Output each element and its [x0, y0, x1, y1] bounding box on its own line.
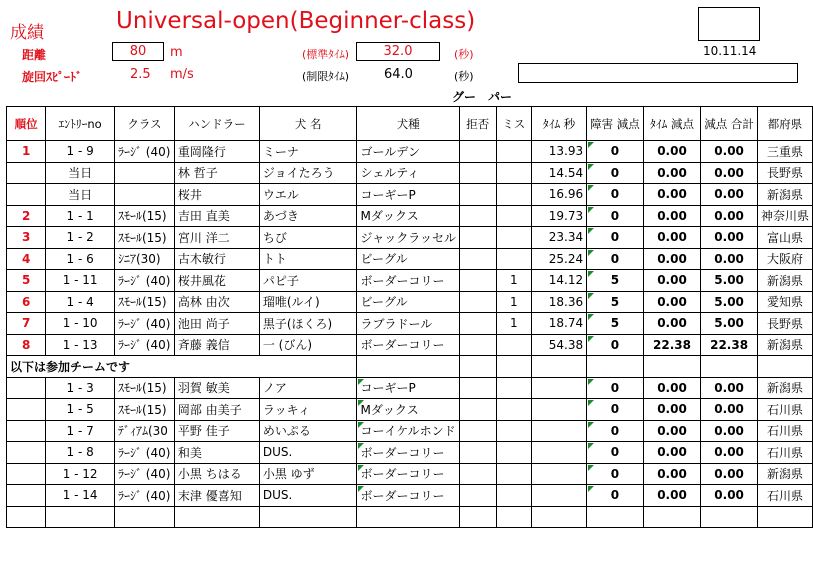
miss-cell[interactable]: [496, 205, 532, 227]
refusal-cell[interactable]: [460, 420, 497, 442]
refusal-cell[interactable]: [460, 227, 497, 249]
handler-cell[interactable]: 末津 優喜知: [174, 485, 259, 507]
time-cell[interactable]: 14.54: [532, 162, 587, 184]
breed-cell[interactable]: ジャックラッセル: [357, 227, 460, 249]
entry-cell[interactable]: 1 - 1: [46, 205, 115, 227]
total-penalty-cell[interactable]: 0.00: [701, 420, 758, 442]
prefecture-cell[interactable]: 石川県: [757, 420, 812, 442]
breed-cell[interactable]: ラブラドール: [357, 313, 460, 335]
class-cell[interactable]: ﾗｰｼﾞ (40): [114, 270, 174, 292]
total-penalty-cell[interactable]: 0.00: [701, 184, 758, 206]
prefecture-cell[interactable]: 三重県: [757, 141, 812, 163]
refusal-cell[interactable]: [460, 485, 497, 507]
empty-cell[interactable]: [532, 506, 587, 528]
class-cell[interactable]: ｽﾓｰﾙ(15): [114, 377, 174, 399]
refusal-cell[interactable]: [460, 399, 497, 421]
class-cell[interactable]: ｽﾓｰﾙ(15): [114, 205, 174, 227]
breed-cell[interactable]: Mダックス: [357, 205, 460, 227]
time-cell[interactable]: 16.96: [532, 184, 587, 206]
total-penalty-cell[interactable]: 5.00: [701, 291, 758, 313]
obstacle-penalty-cell[interactable]: 0: [587, 377, 644, 399]
group-label: グー パー: [452, 90, 513, 104]
time-penalty-cell[interactable]: 0.00: [643, 399, 701, 421]
col-breed-header: 犬種: [357, 107, 460, 141]
empty-cell[interactable]: [643, 356, 701, 378]
table-row: [7, 184, 813, 206]
entry-cell[interactable]: 1 - 5: [46, 399, 115, 421]
rank-cell[interactable]: [7, 184, 46, 206]
class-cell[interactable]: [114, 184, 174, 206]
entry-cell[interactable]: 1 - 12: [46, 463, 115, 485]
refusal-cell[interactable]: [460, 205, 497, 227]
empty-table-row: [7, 506, 813, 528]
time-cell[interactable]: 18.74: [532, 313, 587, 335]
empty-cell[interactable]: [587, 356, 644, 378]
class-cell[interactable]: [114, 162, 174, 184]
obstacle-penalty-cell[interactable]: 5: [587, 270, 644, 292]
empty-cell[interactable]: [496, 356, 532, 378]
handler-cell[interactable]: 羽賀 敏美: [174, 377, 259, 399]
entry-cell[interactable]: 1 - 11: [46, 270, 115, 292]
total-penalty-cell[interactable]: 0.00: [701, 162, 758, 184]
breed-cell[interactable]: ゴールデン: [357, 141, 460, 163]
prefecture-cell[interactable]: 新潟県: [757, 334, 812, 356]
empty-cell[interactable]: [701, 506, 758, 528]
obstacle-penalty-cell[interactable]: 0: [587, 420, 644, 442]
col-total-penalty-header: 減点 合計: [701, 107, 758, 141]
rank-cell[interactable]: 1: [7, 141, 46, 163]
time-penalty-cell[interactable]: 0.00: [643, 420, 701, 442]
limit-time-value: 64.0: [384, 67, 413, 82]
std-time-unit: (秒): [454, 48, 474, 61]
time-penalty-cell[interactable]: 0.00: [643, 227, 701, 249]
refusal-cell[interactable]: [460, 162, 497, 184]
handler-cell[interactable]: 斉藤 義信: [174, 334, 259, 356]
miss-cell[interactable]: [496, 399, 532, 421]
dog-cell[interactable]: DUS.: [259, 442, 357, 464]
col-miss-header: ミス: [496, 107, 532, 141]
entry-cell[interactable]: 1 - 14: [46, 485, 115, 507]
empty-cell[interactable]: [757, 506, 812, 528]
time-penalty-cell[interactable]: 0.00: [643, 313, 701, 335]
breed-cell[interactable]: コーイケルホンド: [357, 420, 460, 442]
table-row: [7, 485, 813, 507]
speed-unit: m/s: [170, 67, 194, 82]
time-penalty-cell[interactable]: 0.00: [643, 377, 701, 399]
total-penalty-cell[interactable]: 5.00: [701, 270, 758, 292]
note-box[interactable]: [518, 63, 798, 83]
handler-cell[interactable]: 吉田 直美: [174, 205, 259, 227]
time-cell[interactable]: [532, 485, 587, 507]
refusal-cell[interactable]: [460, 141, 497, 163]
time-cell[interactable]: [532, 463, 587, 485]
col-refusal-header: 拒否: [460, 107, 497, 141]
miss-cell[interactable]: [496, 184, 532, 206]
prefecture-cell[interactable]: 富山県: [757, 227, 812, 249]
time-cell[interactable]: [532, 377, 587, 399]
table-row: [7, 162, 813, 184]
dog-cell[interactable]: DUS.: [259, 485, 357, 507]
refusal-cell[interactable]: [460, 184, 497, 206]
time-penalty-cell[interactable]: 0.00: [643, 184, 701, 206]
date-label: 10.11.14: [703, 44, 757, 58]
time-penalty-cell[interactable]: 0.00: [643, 248, 701, 270]
handler-cell[interactable]: 桜井: [174, 184, 259, 206]
total-penalty-cell[interactable]: 0.00: [701, 399, 758, 421]
handler-cell[interactable]: 宮川 洋二: [174, 227, 259, 249]
speed-value: 2.5: [130, 67, 151, 82]
dog-cell[interactable]: 黒子(ほくろ): [259, 313, 357, 335]
handler-cell[interactable]: 古木敏行: [174, 248, 259, 270]
event-title: Universal-open(Beginner-class): [116, 8, 476, 34]
std-time-value: 32.0: [383, 44, 413, 59]
prefecture-cell[interactable]: 長野県: [757, 162, 812, 184]
entry-cell[interactable]: 1 - 2: [46, 227, 115, 249]
refusal-cell[interactable]: [460, 377, 497, 399]
time-penalty-cell[interactable]: 22.38: [643, 334, 701, 356]
table-row: [7, 248, 813, 270]
table-row: [7, 227, 813, 249]
prefecture-cell[interactable]: 新潟県: [757, 270, 812, 292]
miss-cell[interactable]: [496, 141, 532, 163]
entry-cell[interactable]: 1 - 6: [46, 248, 115, 270]
total-penalty-cell[interactable]: 0.00: [701, 442, 758, 464]
dog-cell[interactable]: 瑠唯(ルイ): [259, 291, 357, 313]
breed-cell[interactable]: ビーグル: [357, 291, 460, 313]
breed-cell[interactable]: Mダックス: [357, 399, 460, 421]
entry-cell[interactable]: 1 - 9: [46, 141, 115, 163]
rank-cell[interactable]: 8: [7, 334, 46, 356]
table-row: [7, 442, 813, 464]
empty-cell[interactable]: [114, 506, 174, 528]
class-cell[interactable]: ﾗｰｼﾞ (40): [114, 334, 174, 356]
empty-cell[interactable]: [643, 506, 701, 528]
rank-cell[interactable]: [7, 485, 46, 507]
breed-cell[interactable]: ビーグル: [357, 248, 460, 270]
entry-cell[interactable]: 1 - 4: [46, 291, 115, 313]
results-label: 成績: [10, 23, 44, 43]
dog-cell[interactable]: ミーナ: [259, 141, 357, 163]
time-cell[interactable]: 18.36: [532, 291, 587, 313]
miss-cell[interactable]: 1: [496, 291, 532, 313]
obstacle-penalty-cell[interactable]: 0: [587, 184, 644, 206]
table-row: [7, 420, 813, 442]
empty-cell[interactable]: [587, 506, 644, 528]
class-cell[interactable]: ﾗｰｼﾞ (40): [114, 141, 174, 163]
time-penalty-cell[interactable]: 0.00: [643, 442, 701, 464]
time-cell[interactable]: 19.73: [532, 205, 587, 227]
empty-cell[interactable]: [174, 506, 259, 528]
obstacle-penalty-cell[interactable]: 0: [587, 205, 644, 227]
empty-cell[interactable]: [357, 356, 460, 378]
class-cell[interactable]: ﾃﾞｨｱﾑ(30: [114, 420, 174, 442]
time-cell[interactable]: [532, 442, 587, 464]
prefecture-cell[interactable]: 神奈川県: [757, 205, 812, 227]
refusal-cell[interactable]: [460, 313, 497, 335]
rank-cell[interactable]: 6: [7, 291, 46, 313]
limit-time-label: (制限ﾀｲﾑ): [302, 70, 350, 83]
col-obstacle-penalty-header: 障害 減点: [587, 107, 644, 141]
rank-cell[interactable]: 3: [7, 227, 46, 249]
handler-cell[interactable]: 高林 由次: [174, 291, 259, 313]
total-penalty-cell[interactable]: 0.00: [701, 463, 758, 485]
dog-cell[interactable]: 小黒 ゆず: [259, 463, 357, 485]
time-penalty-cell[interactable]: 0.00: [643, 141, 701, 163]
dog-cell[interactable]: めいぷる: [259, 420, 357, 442]
rank-cell[interactable]: [7, 442, 46, 464]
rank-cell[interactable]: [7, 399, 46, 421]
refusal-cell[interactable]: [460, 334, 497, 356]
miss-cell[interactable]: [496, 334, 532, 356]
total-penalty-cell[interactable]: 0.00: [701, 205, 758, 227]
dog-cell[interactable]: パピ子: [259, 270, 357, 292]
limit-time-unit: (秒): [454, 70, 474, 83]
miss-cell[interactable]: [496, 227, 532, 249]
empty-cell[interactable]: [259, 506, 357, 528]
handler-cell[interactable]: 岡部 由美子: [174, 399, 259, 421]
total-penalty-cell[interactable]: 0.00: [701, 141, 758, 163]
prefecture-cell[interactable]: 大阪府: [757, 248, 812, 270]
col-class-header: クラス: [114, 107, 174, 141]
speed-label: 旋回ｽﾋﾟｰﾄﾞ: [22, 70, 83, 84]
time-penalty-cell[interactable]: 0.00: [643, 270, 701, 292]
col-rank-header: 順位: [7, 107, 46, 141]
time-penalty-cell[interactable]: 0.00: [643, 205, 701, 227]
entry-cell[interactable]: 1 - 3: [46, 377, 115, 399]
entry-cell[interactable]: 1 - 7: [46, 420, 115, 442]
obstacle-penalty-cell[interactable]: 0: [587, 334, 644, 356]
table-row: [7, 399, 813, 421]
rank-cell[interactable]: [7, 420, 46, 442]
empty-cell[interactable]: [701, 356, 758, 378]
handler-cell[interactable]: 重岡隆行: [174, 141, 259, 163]
empty-cell[interactable]: [460, 356, 497, 378]
refusal-cell[interactable]: [460, 442, 497, 464]
obstacle-penalty-cell[interactable]: 5: [587, 313, 644, 335]
table-row: [7, 291, 813, 313]
dog-cell[interactable]: ジョイたろう: [259, 162, 357, 184]
obstacle-penalty-cell[interactable]: 0: [587, 141, 644, 163]
table-header-row: [7, 107, 813, 141]
total-penalty-cell[interactable]: 5.00: [701, 313, 758, 335]
table-row: [7, 334, 813, 356]
table-row: [7, 205, 813, 227]
table-row: [7, 313, 813, 335]
entry-cell[interactable]: 当日: [46, 184, 115, 206]
handler-cell[interactable]: 平野 佳子: [174, 420, 259, 442]
col-time-penalty-header: ﾀｲﾑ 減点: [643, 107, 701, 141]
col-entry-header: ｴﾝﾄﾘｰno: [46, 107, 115, 141]
results-table: [6, 106, 813, 528]
prefecture-cell[interactable]: 石川県: [757, 442, 812, 464]
col-handler-header: ハンドラー: [174, 107, 259, 141]
table-row: [7, 463, 813, 485]
breed-cell[interactable]: ボーダーコリー: [357, 442, 460, 464]
time-penalty-cell[interactable]: 0.00: [643, 463, 701, 485]
total-penalty-cell[interactable]: 0.00: [701, 227, 758, 249]
col-dog-header: 犬 名: [259, 107, 357, 141]
table-row: [7, 377, 813, 399]
miss-cell[interactable]: [496, 420, 532, 442]
dog-cell[interactable]: 一 (びん): [259, 334, 357, 356]
handler-cell[interactable]: 桜井風花: [174, 270, 259, 292]
miss-cell[interactable]: 1: [496, 313, 532, 335]
empty-cell[interactable]: [46, 506, 115, 528]
time-cell[interactable]: 25.24: [532, 248, 587, 270]
miss-cell[interactable]: [496, 463, 532, 485]
obstacle-penalty-cell[interactable]: 0: [587, 442, 644, 464]
prefecture-cell[interactable]: 新潟県: [757, 463, 812, 485]
rank-cell[interactable]: 5: [7, 270, 46, 292]
distance-unit: m: [170, 45, 183, 60]
participants-label: 以下は参加チームです: [7, 356, 357, 378]
top-right-blank-box[interactable]: [698, 7, 760, 41]
prefecture-cell[interactable]: 新潟県: [757, 377, 812, 399]
breed-cell[interactable]: ボーダーコリー: [357, 485, 460, 507]
prefecture-cell[interactable]: 石川県: [757, 485, 812, 507]
class-cell[interactable]: ｼﾆｱ(30): [114, 248, 174, 270]
rank-cell[interactable]: 7: [7, 313, 46, 335]
entry-cell[interactable]: 1 - 8: [46, 442, 115, 464]
refusal-cell[interactable]: [460, 291, 497, 313]
col-time-header: ﾀｲﾑ 秒: [532, 107, 587, 141]
dog-cell[interactable]: あづき: [259, 205, 357, 227]
empty-cell[interactable]: [532, 356, 587, 378]
miss-cell[interactable]: [496, 377, 532, 399]
time-cell[interactable]: 13.93: [532, 141, 587, 163]
breed-cell[interactable]: シェルティ: [357, 162, 460, 184]
class-cell[interactable]: ﾗｰｼﾞ (40): [114, 442, 174, 464]
breed-cell[interactable]: コーギーP: [357, 184, 460, 206]
prefecture-cell[interactable]: 愛知県: [757, 291, 812, 313]
rank-cell[interactable]: [7, 162, 46, 184]
std-time-label: (標準ﾀｲﾑ): [302, 48, 350, 61]
total-penalty-cell[interactable]: 0.00: [701, 377, 758, 399]
rank-cell[interactable]: 4: [7, 248, 46, 270]
obstacle-penalty-cell[interactable]: 0: [587, 162, 644, 184]
dog-cell[interactable]: ちび: [259, 227, 357, 249]
miss-cell[interactable]: [496, 485, 532, 507]
distance-value: 80: [129, 44, 147, 59]
miss-cell[interactable]: [496, 248, 532, 270]
obstacle-penalty-cell[interactable]: 0: [587, 399, 644, 421]
rank-cell[interactable]: [7, 463, 46, 485]
time-penalty-cell[interactable]: 0.00: [643, 291, 701, 313]
class-cell[interactable]: ｽﾓｰﾙ(15): [114, 291, 174, 313]
dog-cell[interactable]: トト: [259, 248, 357, 270]
miss-cell[interactable]: [496, 162, 532, 184]
dog-cell[interactable]: ノア: [259, 377, 357, 399]
empty-cell[interactable]: [7, 506, 46, 528]
class-cell[interactable]: ﾗｰｼﾞ (40): [114, 463, 174, 485]
handler-cell[interactable]: 林 哲子: [174, 162, 259, 184]
dog-cell[interactable]: ラッキィ: [259, 399, 357, 421]
table-row: [7, 141, 813, 163]
miss-cell[interactable]: 1: [496, 270, 532, 292]
prefecture-cell[interactable]: 石川県: [757, 399, 812, 421]
obstacle-penalty-cell[interactable]: 0: [587, 227, 644, 249]
table-row: [7, 270, 813, 292]
entry-cell[interactable]: 1 - 10: [46, 313, 115, 335]
total-penalty-cell[interactable]: 22.38: [701, 334, 758, 356]
obstacle-penalty-cell[interactable]: 0: [587, 485, 644, 507]
obstacle-penalty-cell[interactable]: 0: [587, 248, 644, 270]
breed-cell[interactable]: ボーダーコリー: [357, 463, 460, 485]
time-cell[interactable]: [532, 420, 587, 442]
handler-cell[interactable]: 小黒 ちはる: [174, 463, 259, 485]
class-cell[interactable]: ｽﾓｰﾙ(15): [114, 227, 174, 249]
breed-cell[interactable]: コーギーP: [357, 377, 460, 399]
breed-cell[interactable]: ボーダーコリー: [357, 334, 460, 356]
refusal-cell[interactable]: [460, 270, 497, 292]
distance-label: 距離: [22, 48, 47, 62]
prefecture-cell[interactable]: 長野県: [757, 313, 812, 335]
prefecture-cell[interactable]: 新潟県: [757, 184, 812, 206]
class-cell[interactable]: ｽﾓｰﾙ(15): [114, 399, 174, 421]
empty-cell[interactable]: [496, 506, 532, 528]
refusal-cell[interactable]: [460, 248, 497, 270]
col-prefecture-header: 都府県: [757, 107, 812, 141]
obstacle-penalty-cell[interactable]: 0: [587, 463, 644, 485]
total-penalty-cell[interactable]: 0.00: [701, 485, 758, 507]
participants-section-row: [7, 356, 813, 378]
total-penalty-cell[interactable]: 0.00: [701, 248, 758, 270]
empty-cell[interactable]: [357, 506, 460, 528]
empty-cell[interactable]: [757, 356, 812, 378]
time-cell[interactable]: [532, 399, 587, 421]
handler-cell[interactable]: 池田 尚子: [174, 313, 259, 335]
refusal-cell[interactable]: [460, 463, 497, 485]
time-penalty-cell[interactable]: 0.00: [643, 485, 701, 507]
time-cell[interactable]: 23.34: [532, 227, 587, 249]
time-cell[interactable]: 14.12: [532, 270, 587, 292]
rank-cell[interactable]: [7, 377, 46, 399]
class-cell[interactable]: ﾗｰｼﾞ (40): [114, 313, 174, 335]
time-cell[interactable]: 54.38: [532, 334, 587, 356]
miss-cell[interactable]: [496, 442, 532, 464]
obstacle-penalty-cell[interactable]: 5: [587, 291, 644, 313]
entry-cell[interactable]: 当日: [46, 162, 115, 184]
class-cell[interactable]: ﾗｰｼﾞ (40): [114, 485, 174, 507]
empty-cell[interactable]: [460, 506, 497, 528]
handler-cell[interactable]: 和美: [174, 442, 259, 464]
entry-cell[interactable]: 1 - 13: [46, 334, 115, 356]
time-penalty-cell[interactable]: 0.00: [643, 162, 701, 184]
rank-cell[interactable]: 2: [7, 205, 46, 227]
breed-cell[interactable]: ボーダーコリー: [357, 270, 460, 292]
dog-cell[interactable]: ウエル: [259, 184, 357, 206]
